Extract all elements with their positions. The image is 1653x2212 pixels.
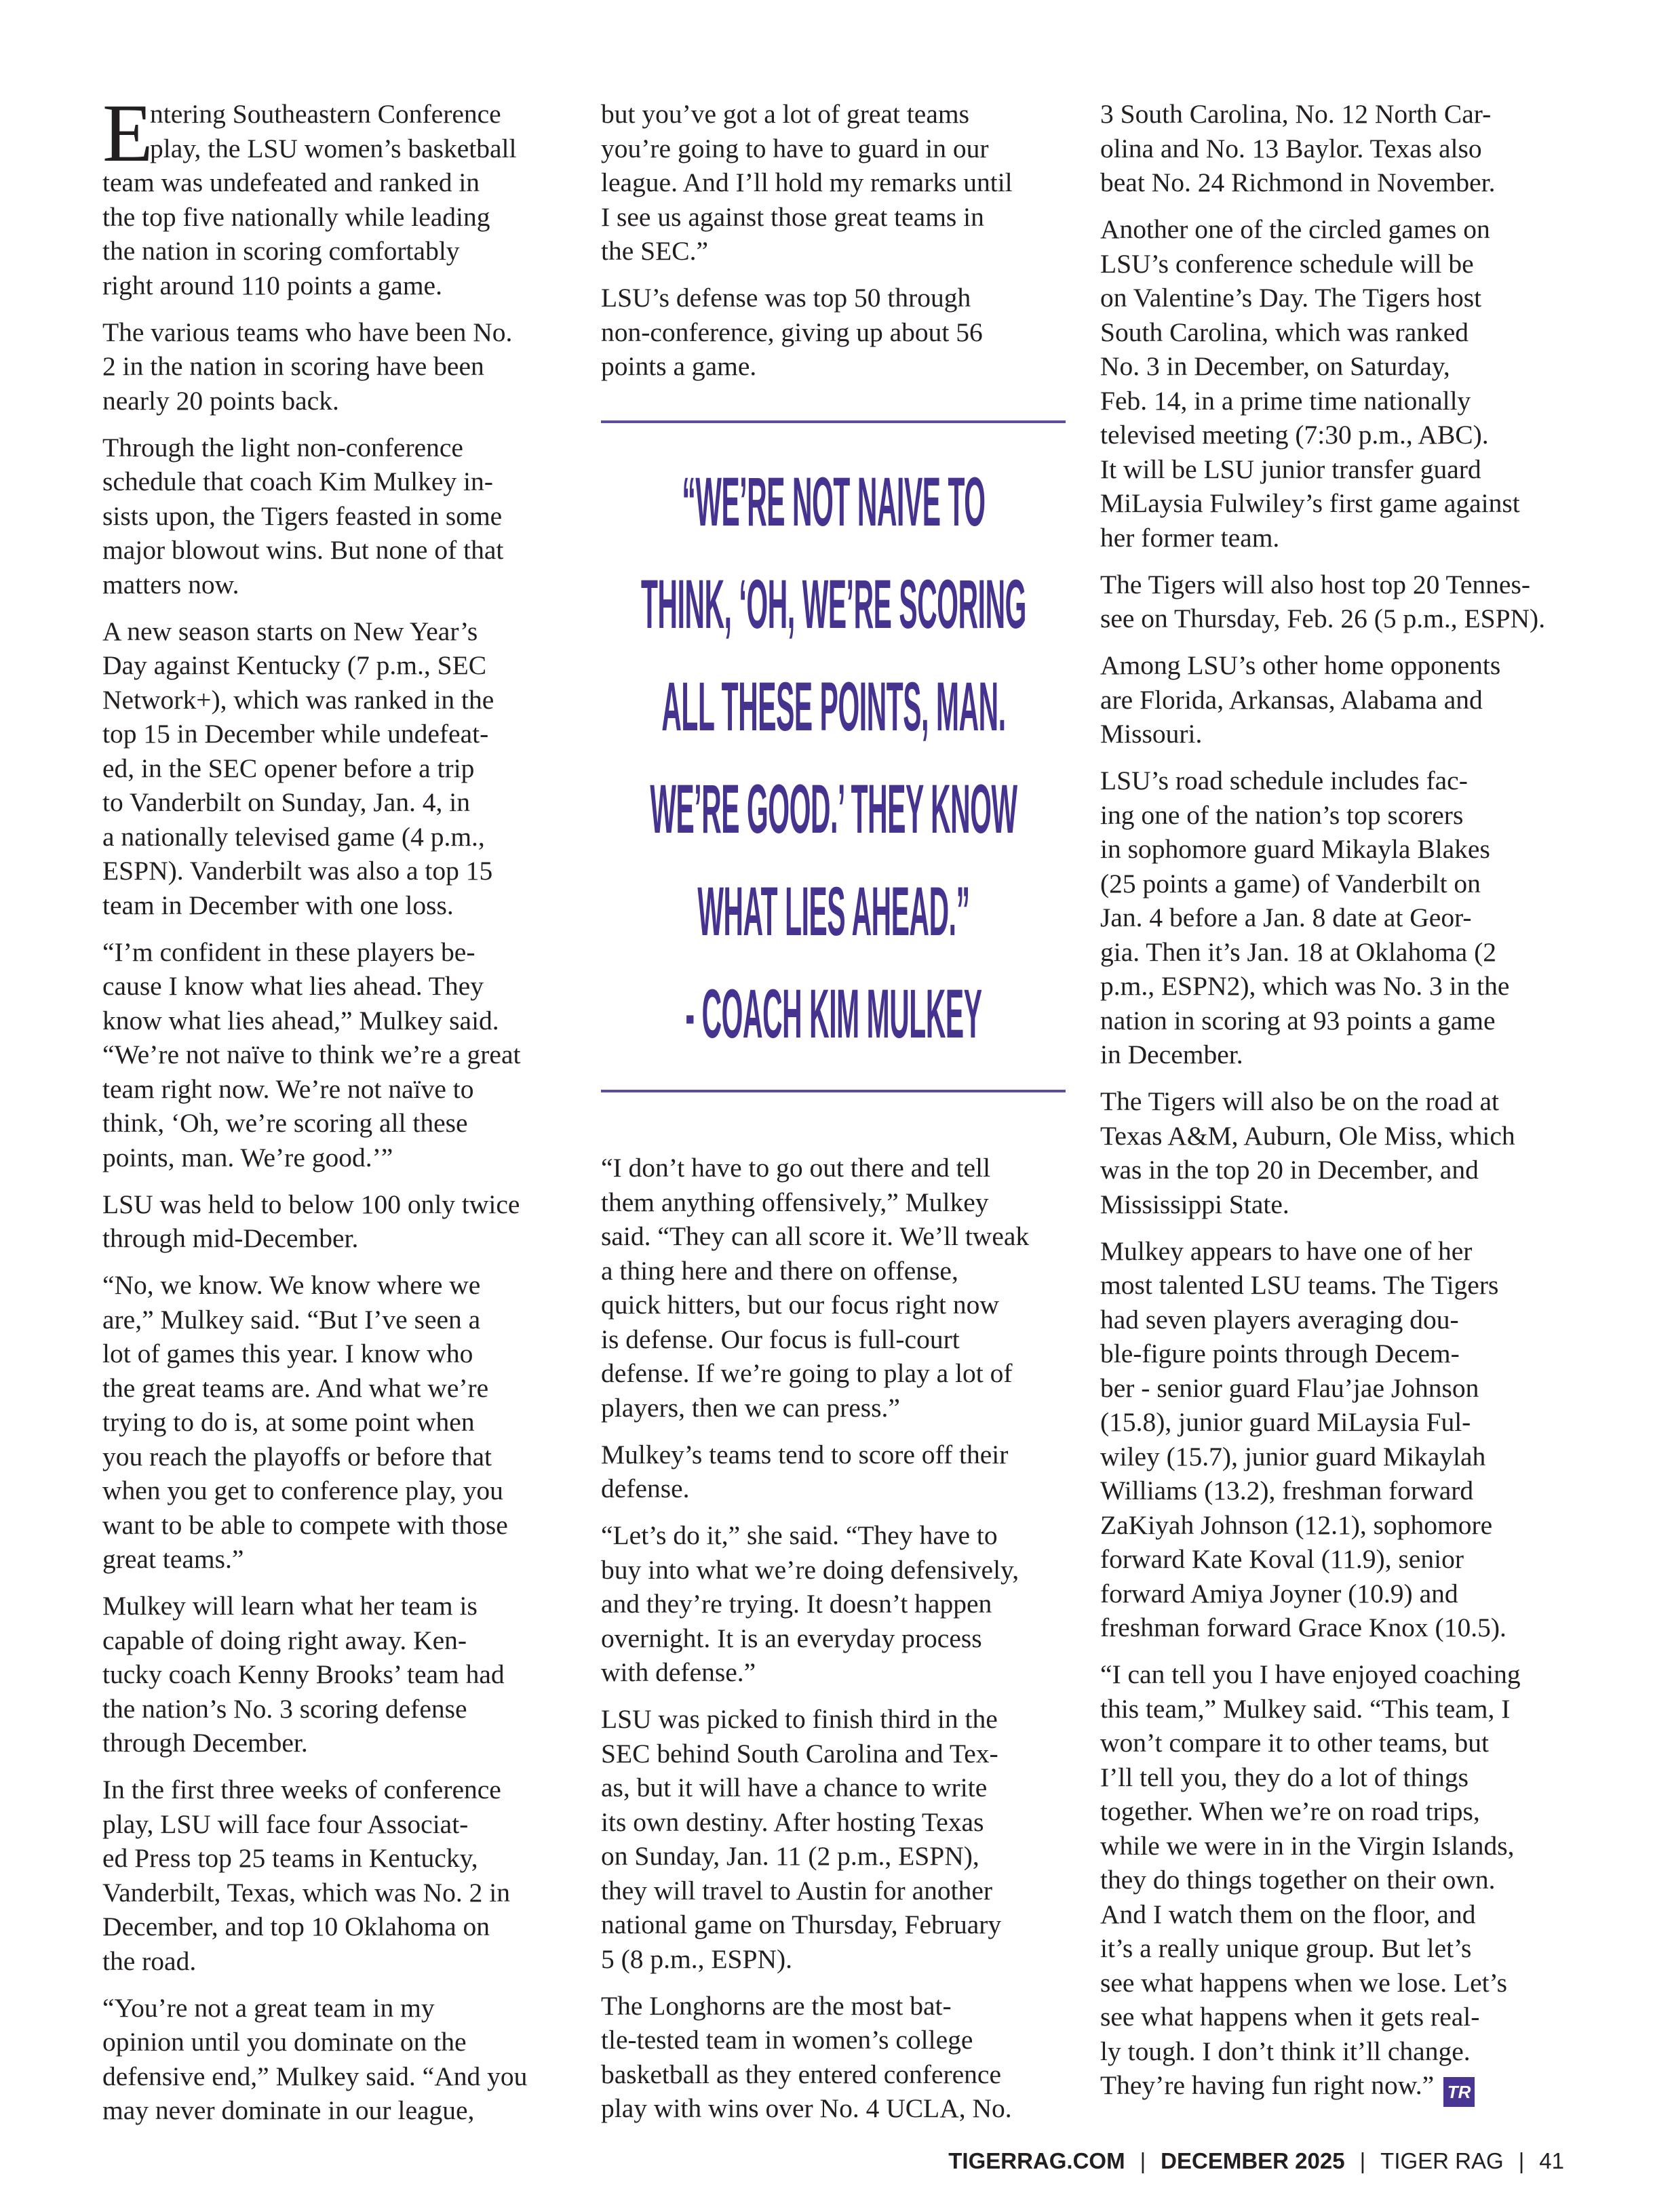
text-line: matters now.: [102, 569, 239, 599]
footer-publication: TIGER RAG: [1380, 2148, 1504, 2173]
text-line: I’ll tell you, they do a lot of things: [1100, 1762, 1469, 1792]
page-footer: [948, 2148, 1564, 2174]
article-column-1: [102, 87, 570, 2140]
pull-quote-attribution: [601, 962, 1066, 1065]
text-line: MiLaysia Fulwiley’s first game against: [1100, 488, 1520, 518]
text-line: December, and top 10 Oklahoma on: [102, 1912, 490, 1941]
text-line: “You’re not a great team in my: [102, 1992, 435, 2023]
text-line: this team,” Mulkey said. “This team, I: [1100, 1693, 1511, 1724]
text-line: buy into what we’re doing defensively,: [601, 1554, 1019, 1585]
pull-quote-line: [601, 757, 1066, 860]
text-line: forward Amiya Joyner (10.9) and: [1100, 1578, 1458, 1608]
text-line: on Valentine’s Day. The Tigers host: [1100, 283, 1482, 313]
text-line: cause I know what lies ahead. They: [102, 971, 484, 1001]
tiger-rag-end-mark-icon: TR: [1443, 2077, 1475, 2107]
text-line: “I can tell you I have enjoyed coaching: [1100, 1659, 1521, 1689]
text-line: see what happens when we lose. Let’s: [1100, 1967, 1508, 1998]
paragraph: [102, 87, 570, 302]
text-line: lot of games this year. I know who: [102, 1339, 473, 1368]
text-line: on Sunday, Jan. 11 (2 p.m., ESPN),: [601, 1841, 979, 1871]
text-line: forward Kate Koval (11.9), senior: [1100, 1544, 1464, 1574]
text-line: Missouri.: [1100, 719, 1203, 749]
text-line: see on Thursday, Feb. 26 (5 p.m., ESPN).: [1100, 604, 1546, 633]
text-line: defense.: [601, 1474, 690, 1503]
text-line: Network+), which was ranked in the: [102, 684, 494, 715]
paragraph: [601, 281, 1069, 384]
text-line: (15.8), junior guard MiLaysia Ful-: [1100, 1407, 1471, 1437]
text-line: Through the light non-conference: [102, 432, 463, 462]
text-line: a thing here and there on offense,: [601, 1255, 958, 1286]
text-line: In the first three weeks of conference: [102, 1775, 501, 1804]
pull-quote: [601, 450, 1066, 1065]
page-number: 41: [1539, 2148, 1564, 2173]
text-line: major blowout wins. But none of that: [102, 535, 504, 565]
text-line: them anything offensively,” Mulkey: [601, 1187, 989, 1217]
text-line: points a game.: [601, 351, 757, 381]
text-line: “We’re not naïve to think we’re a great: [102, 1040, 521, 1069]
text-line: The various teams who have been No.: [102, 317, 513, 347]
text-line: Among LSU’s other home opponents: [1100, 650, 1501, 680]
text-line: Mulkey appears to have one of her: [1100, 1236, 1473, 1266]
text-line: Mulkey’s teams tend to score off their: [601, 1439, 1009, 1469]
text-line: ly tough. I don’t think it’ll change.: [1100, 2036, 1471, 2066]
text-line: Williams (13.2), freshman forward: [1100, 1476, 1474, 1505]
text-line: overnight. It is an everyday process: [601, 1623, 982, 1653]
text-line: schedule that coach Kim Mulkey in-: [102, 467, 493, 496]
text-line: play, LSU will face four Associat-: [102, 1809, 469, 1839]
text-line: it’s a really unique group. But let’s: [1100, 1933, 1472, 1963]
text-line: ntering Southeastern Conference: [150, 99, 501, 129]
text-line: with defense.”: [601, 1657, 756, 1687]
text-line: when you get to conference play, you: [102, 1476, 503, 1505]
text-line: No. 3 in December, on Saturday,: [1100, 351, 1450, 381]
text-line: “No, we know. We know where we: [102, 1270, 481, 1300]
text-line: non-conference, giving up about 56: [601, 317, 983, 347]
text-line: the SEC.”: [601, 236, 708, 266]
text-line: said. “They can all score it. We’ll tweak: [601, 1221, 1030, 1251]
text-line: team right now. We’re not naïve to: [102, 1073, 474, 1104]
text-line: Mulkey will learn what her team is: [102, 1591, 478, 1621]
text-line: a nationally televised game (4 p.m.,: [102, 821, 485, 852]
text-line: defense. If we’re going to play a lot of: [601, 1358, 1013, 1388]
pull-quote-text: WE’RE GOOD.’ THEY KNOW: [649, 770, 1017, 848]
text-line: tle-tested team in women’s college: [601, 2025, 973, 2055]
text-line: is defense. Our focus is full-court: [601, 1324, 960, 1354]
text-line: you’re going to have to guard in our: [601, 133, 989, 163]
pull-quote-text: THINK, ‘OH, WE’RE SCORING: [640, 565, 1026, 643]
text-line: and they’re trying. It doesn’t happen: [601, 1589, 992, 1619]
text-line: Vanderbilt, Texas, which was No. 2 in: [102, 1877, 510, 1908]
pull-quote-bottom-rule: [601, 1090, 1066, 1092]
pull-quote-text: - COACH KIM MULKEY: [684, 974, 982, 1052]
text-line: quick hitters, but our focus right now: [601, 1290, 999, 1320]
text-line: ed Press top 25 teams in Kentucky,: [102, 1843, 478, 1873]
pull-quote-text: ALL THESE POINTS, MAN.: [661, 667, 1006, 745]
text-line: LSU’s road schedule includes fac-: [1100, 766, 1468, 795]
text-line: the road.: [102, 1946, 197, 1976]
text-line: The Tigers will also host top 20 Tennes-: [1100, 569, 1530, 599]
text-line: through December.: [102, 1728, 308, 1758]
text-line: 5 (8 p.m., ESPN).: [601, 1943, 792, 1974]
footer-separator: |: [1359, 2148, 1366, 2173]
text-line: LSU was picked to finish third in the: [601, 1704, 998, 1734]
text-line: are,” Mulkey said. “But I’ve seen a: [102, 1304, 481, 1335]
text-line: the nation in scoring comfortably: [102, 236, 460, 266]
pull-quote-line: [601, 860, 1066, 962]
paragraph: [102, 1991, 570, 2128]
text-line: are Florida, Arkansas, Alabama and: [1100, 684, 1483, 715]
text-line: The Tigers will also be on the road at: [1100, 1086, 1500, 1116]
text-line: defensive end,” Mulkey said. “And you: [102, 2061, 528, 2091]
article-column-3: [1100, 97, 1568, 2120]
text-line: “I’m confident in these players be-: [102, 936, 475, 967]
footer-site: TIGERRAG.COM: [948, 2148, 1125, 2173]
text-line: (25 points a game) of Vanderbilt on: [1100, 868, 1481, 898]
text-line: And I watch them on the floor, and: [1100, 1899, 1476, 1929]
text-line: “I don’t have to go out there and tell: [601, 1153, 991, 1183]
pull-quote-top-rule: [601, 420, 1066, 423]
text-line: team was undefeated and ranked in: [102, 167, 480, 197]
text-line: the top five nationally while leading: [102, 201, 490, 232]
text-line: basketball as they entered conference: [601, 2059, 1001, 2089]
text-line: wiley (15.7), junior guard Mikaylah: [1100, 1441, 1486, 1472]
text-line: Feb. 14, in a prime time nationally: [1100, 385, 1471, 416]
text-line: ble-figure points through Decem-: [1100, 1339, 1460, 1368]
text-line: points, man. We’re good.’”: [102, 1142, 393, 1172]
text-line: LSU was held to below 100 only twice: [102, 1189, 520, 1219]
text-line: Mississippi State.: [1100, 1189, 1289, 1219]
paragraph: [601, 1438, 1069, 1506]
paragraph: [1100, 568, 1568, 636]
text-line: as, but it will have a chance to write: [601, 1773, 988, 1802]
paragraph: [102, 315, 570, 418]
text-line: won’t compare it to other teams, but: [1100, 1728, 1489, 1758]
text-line: may never dominate in our league,: [102, 2095, 475, 2125]
text-line: tucky coach Kenny Brooks’ team had: [102, 1659, 505, 1689]
text-line: They’re having fun right now.”: [1100, 2070, 1435, 2100]
paragraph: [102, 1268, 570, 1577]
text-line: you reach the playoffs or before that: [102, 1441, 492, 1472]
text-line: The Longhorns are the most bat-: [601, 1990, 952, 2021]
paragraph: [601, 97, 1069, 269]
paragraph: [102, 1187, 570, 1256]
text-line: 2 in the nation in scoring have been: [102, 351, 484, 381]
text-line: players, then we can press.”: [601, 1392, 900, 1423]
pull-quote-line: [601, 450, 1066, 553]
paragraph: [102, 431, 570, 602]
text-line: think, ‘Oh, we’re scoring all these: [102, 1108, 468, 1138]
text-line: was in the top 20 in December, and: [1100, 1155, 1479, 1185]
paragraph: [601, 1151, 1069, 1425]
text-line: LSU’s conference schedule will be: [1100, 248, 1474, 279]
text-line: ber - senior guard Flau’jae Johnson: [1100, 1372, 1479, 1403]
text-line: televised meeting (7:30 p.m., ABC).: [1100, 420, 1489, 450]
text-line: p.m., ESPN2), which was No. 3 in the: [1100, 971, 1510, 1001]
text-line: play, the LSU women’s basketball: [150, 133, 517, 163]
text-line: Jan. 4 before a Jan. 8 date at Geor-: [1100, 903, 1472, 932]
text-line: sists upon, the Tigers feasted in some: [102, 500, 503, 531]
drop-cap: E: [102, 87, 153, 179]
text-line: 3 South Carolina, No. 12 North Car-: [1100, 99, 1492, 129]
text-line: want to be able to compete with those: [102, 1509, 508, 1540]
text-line: the great teams are. And what we’re: [102, 1372, 489, 1403]
text-line: gia. Then it’s Jan. 18 at Oklahoma (2: [1100, 936, 1496, 967]
text-line: ing one of the nation’s top scorers: [1100, 799, 1464, 830]
paragraph: [601, 1989, 1069, 2126]
text-line: they will travel to Austin for another: [601, 1875, 993, 1905]
text-line: national game on Thursday, February: [601, 1910, 1002, 1939]
text-line: South Carolina, which was ranked: [1100, 317, 1469, 347]
text-line: Texas A&M, Auburn, Ole Miss, which: [1100, 1120, 1515, 1151]
paragraph: [1100, 1084, 1568, 1221]
article-column-2-bottom: [601, 1151, 1069, 2138]
paragraph: [102, 1589, 570, 1760]
text-line: had seven players averaging dou-: [1100, 1304, 1459, 1335]
footer-separator: |: [1518, 2148, 1525, 2173]
text-line: capable of doing right away. Ken-: [102, 1625, 467, 1655]
paragraph: [1100, 1234, 1568, 1645]
paragraph: [1100, 764, 1568, 1072]
last-line: [1100, 2068, 1568, 2107]
text-line: through mid-December.: [102, 1223, 359, 1253]
footer-separator: |: [1140, 2148, 1146, 2173]
text-line: most talented LSU teams. The Tigers: [1100, 1270, 1499, 1300]
text-line: I see us against those great teams in: [601, 201, 984, 232]
text-line: opinion until you dominate on the: [102, 2027, 467, 2057]
text-line: right around 110 points a game.: [102, 270, 442, 300]
text-line: her former team.: [1100, 522, 1280, 553]
text-line: to Vanderbilt on Sunday, Jan. 4, in: [102, 787, 470, 817]
text-line: team in December with one loss.: [102, 890, 454, 920]
text-line: but you’ve got a lot of great teams: [601, 99, 969, 129]
text-line: ZaKiyah Johnson (12.1), sophomore: [1100, 1509, 1493, 1540]
text-line: nation in scoring at 93 points a game: [1100, 1005, 1496, 1035]
paragraph: [601, 1518, 1069, 1690]
text-line: while we were in in the Virgin Islands,: [1100, 1830, 1515, 1861]
text-line: A new season starts on New Year’s: [102, 616, 478, 646]
text-line: It will be LSU junior transfer guard: [1100, 454, 1481, 484]
text-line: freshman forward Grace Knox (10.5).: [1100, 1613, 1506, 1642]
pull-quote-line: [601, 655, 1066, 757]
text-line: olina and No. 13 Baylor. Texas also: [1100, 133, 1482, 163]
pull-quote-text: WHAT LIES AHEAD.”: [697, 872, 970, 950]
paragraph: [1100, 648, 1568, 751]
text-line: in December.: [1100, 1040, 1243, 1069]
text-line: know what lies ahead,” Mulkey said.: [102, 1005, 499, 1035]
text-line: league. And I’ll hold my remarks until: [601, 167, 1013, 197]
text-line: ESPN). Vanderbilt was also a top 15: [102, 856, 493, 886]
text-line: together. When we’re on road trips,: [1100, 1796, 1480, 1826]
text-line: great teams.”: [102, 1544, 244, 1574]
paragraph: [102, 1773, 570, 1978]
text-line: Day against Kentucky (7 p.m., SEC: [102, 650, 487, 680]
text-line: trying to do is, at some point when: [102, 1407, 475, 1437]
text-line: play with wins over No. 4 UCLA, No.: [601, 2093, 1012, 2123]
paragraph: [1100, 1657, 1568, 2107]
text-line: in sophomore guard Mikayla Blakes: [1100, 834, 1490, 864]
text-line: ed, in the SEC opener before a trip: [102, 753, 475, 783]
text-line: its own destiny. After hosting Texas: [601, 1806, 984, 1837]
text-line: Another one of the circled games on: [1100, 214, 1490, 244]
paragraph: [102, 935, 570, 1175]
paragraph: [102, 614, 570, 923]
text-line: LSU’s defense was top 50 through: [601, 283, 971, 313]
text-line: nearly 20 points back.: [102, 385, 339, 416]
pull-quote-line: [601, 553, 1066, 655]
text-line: the nation’s No. 3 scoring defense: [102, 1693, 467, 1724]
text-line: they do things together on their own.: [1100, 1865, 1496, 1895]
footer-issue: DECEMBER 2025: [1161, 2148, 1345, 2173]
paragraph: [601, 1702, 1069, 1976]
paragraph: [1100, 97, 1568, 200]
text-line: “Let’s do it,” she said. “They have to: [601, 1520, 998, 1550]
article-column-2-top: [601, 97, 1069, 396]
text-line: beat No. 24 Richmond in November.: [1100, 167, 1496, 197]
pull-quote-text: “WE’RE NOT NAIVE TO: [681, 462, 986, 540]
text-line: see what happens when it gets real-: [1100, 2002, 1480, 2032]
text-line: SEC behind South Carolina and Tex-: [601, 1738, 998, 1769]
text-line: top 15 in December while undefeat-: [102, 719, 489, 749]
paragraph: [1100, 212, 1568, 555]
